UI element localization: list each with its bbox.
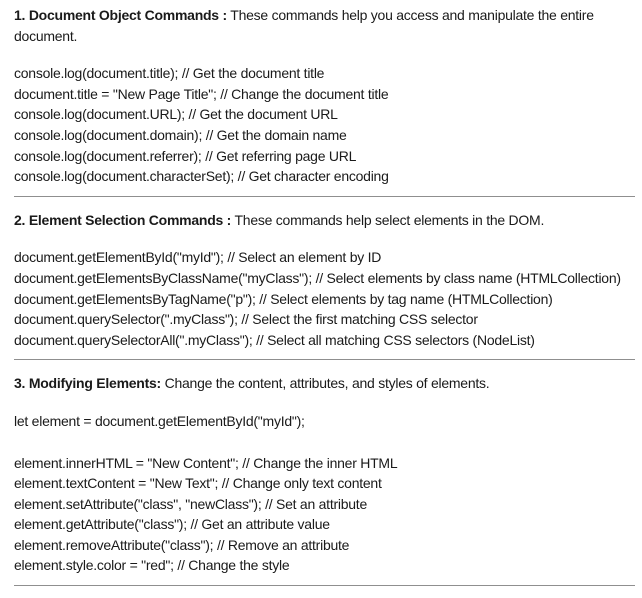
code-line: document.getElementById("myId"); // Select an element by ID: [14, 249, 382, 266]
code-line: console.log(document.referrer); // Get referring page URL: [14, 147, 357, 164]
code-blocks: [14, 247, 635, 350]
section-divider: [14, 585, 635, 586]
section-heading: [14, 210, 635, 231]
code-line: element.textContent = "New Text"; // Change only text content: [14, 475, 382, 492]
section-divider: [14, 196, 635, 197]
section-modifying-elements: [14, 373, 635, 586]
code-block: [14, 453, 635, 577]
code-blocks: [14, 63, 635, 187]
code-block: [14, 63, 635, 187]
code-line: element.style.color = "red"; // Change the style: [14, 557, 290, 574]
section-heading: [14, 373, 635, 394]
code-line: element.innerHTML = "New Content"; // Change the inner HTML: [14, 454, 398, 471]
code-block: [14, 411, 635, 432]
code-line: let element = document.getElementById("myId");: [14, 412, 305, 429]
code-block: [14, 247, 635, 350]
section-heading-description: These commands help select elements in the DOM.: [231, 211, 545, 228]
code-line: element.removeAttribute("class"); // Remove an attribute: [14, 536, 350, 553]
section-heading-description: Change the content, attributes, and styles of elements.: [160, 375, 490, 392]
code-line: element.setAttribute("class", "newClass"); // Set an attribute: [14, 495, 367, 512]
code-line: document.getElementsByTagName("p"); // Select elements by tag name (HTMLCollection): [14, 290, 553, 307]
section-heading-title: 3. Modifying Elements:: [14, 375, 161, 392]
section-divider: [14, 359, 635, 360]
code-line: console.log(document.characterSet); // Get character encoding: [14, 168, 389, 185]
section-heading-description: These commands help you access and manipulate the entire document.: [14, 7, 594, 44]
code-line: document.getElementsByClassName("myClass"); // Select elements by class name (HTMLCollection): [14, 269, 621, 286]
section-document-object-commands: [14, 5, 635, 197]
code-line: document.querySelectorAll(".myClass"); // Select all matching CSS selectors (NodeList): [14, 331, 535, 348]
code-line: element.getAttribute("class"); // Get an attribute value: [14, 516, 330, 533]
section-element-selection-commands: [14, 210, 635, 361]
section-heading-title: 2. Element Selection Commands :: [14, 211, 232, 228]
code-line: console.log(document.domain); // Get the domain name: [14, 126, 347, 143]
section-heading-title: 1. Document Object Commands :: [14, 7, 227, 23]
code-line: console.log(document.URL); // Get the document URL: [14, 106, 338, 123]
section-heading: [14, 5, 635, 46]
code-blocks: [14, 411, 635, 576]
code-line: document.querySelector(".myClass"); // Select the first matching CSS selector: [14, 311, 478, 328]
code-line: document.title = "New Page Title"; // Change the document title: [14, 85, 389, 102]
code-line: console.log(document.title); // Get the document title: [14, 65, 325, 82]
